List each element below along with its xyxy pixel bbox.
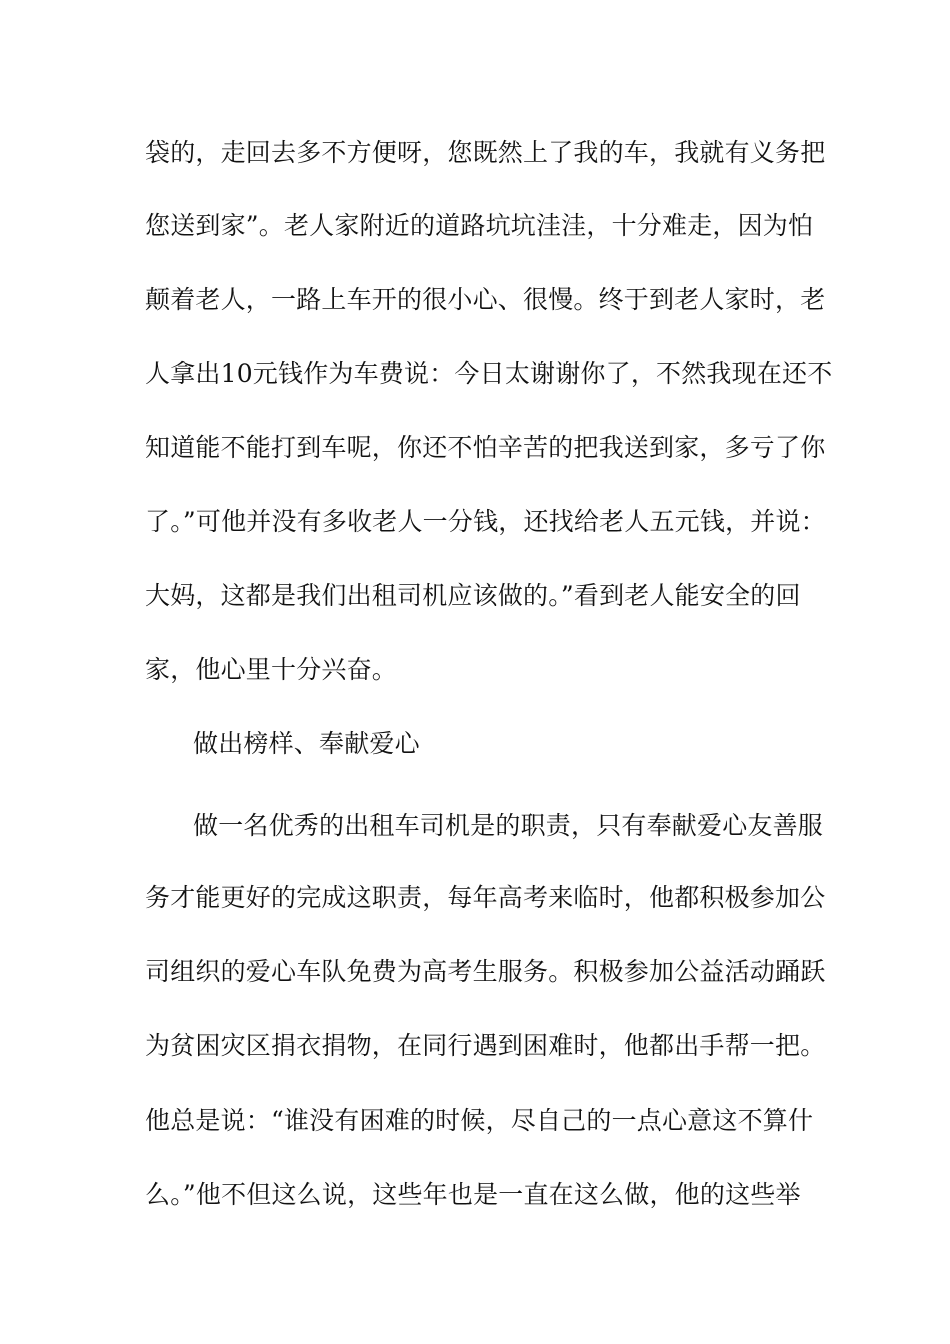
text-line: 袋的，走回去多不方便呀，您既然上了我的车，我就有义务把 <box>145 138 826 167</box>
text-line: 大妈，这都是我们出租司机应该做的。”看到老人能安全的回 <box>145 581 801 610</box>
text-line: 司组织的爱心车队免费为高考生服务。积极参加公益活动踊跃 <box>145 957 826 986</box>
text-line: 颠着老人，一路上车开的很小心、很慢。终于到老人家时，老 <box>145 285 826 314</box>
text-line: 么。”他不但这么说，这些年也是一直在这么做，他的这些举 <box>145 1180 801 1209</box>
text-line: 为贫困灾区捐衣捐物，在同行遇到困难时，他都出手帮一把。 <box>145 1031 826 1060</box>
text-line: 了。”可他并没有多收老人一分钱，还找给老人五元钱，并说： <box>145 507 826 536</box>
text-line: 务才能更好的完成这职责，每年高考来临时，他都积极参加公 <box>145 883 826 912</box>
text-line: 家，他心里十分兴奋。 <box>145 655 398 684</box>
paragraph-first-line: 做一名优秀的出租车司机是的职责，只有奉献爱心友善服 <box>193 811 824 840</box>
text-line: 他总是说：“谁没有困难的时候，尽自己的一点心意这不算什 <box>145 1106 814 1135</box>
section-heading: 做出榜样、奉献爱心 <box>193 729 420 758</box>
text-line: 您送到家”。老人家附近的道路坑坑洼洼，十分难走，因为怕 <box>145 211 814 240</box>
text-line: 知道能不能打到车呢，你还不怕辛苦的把我送到家，多亏了你 <box>145 433 826 462</box>
text-line: 人拿出10元钱作为车费说：今日太谢谢你了，不然我现在还不 <box>145 359 833 388</box>
